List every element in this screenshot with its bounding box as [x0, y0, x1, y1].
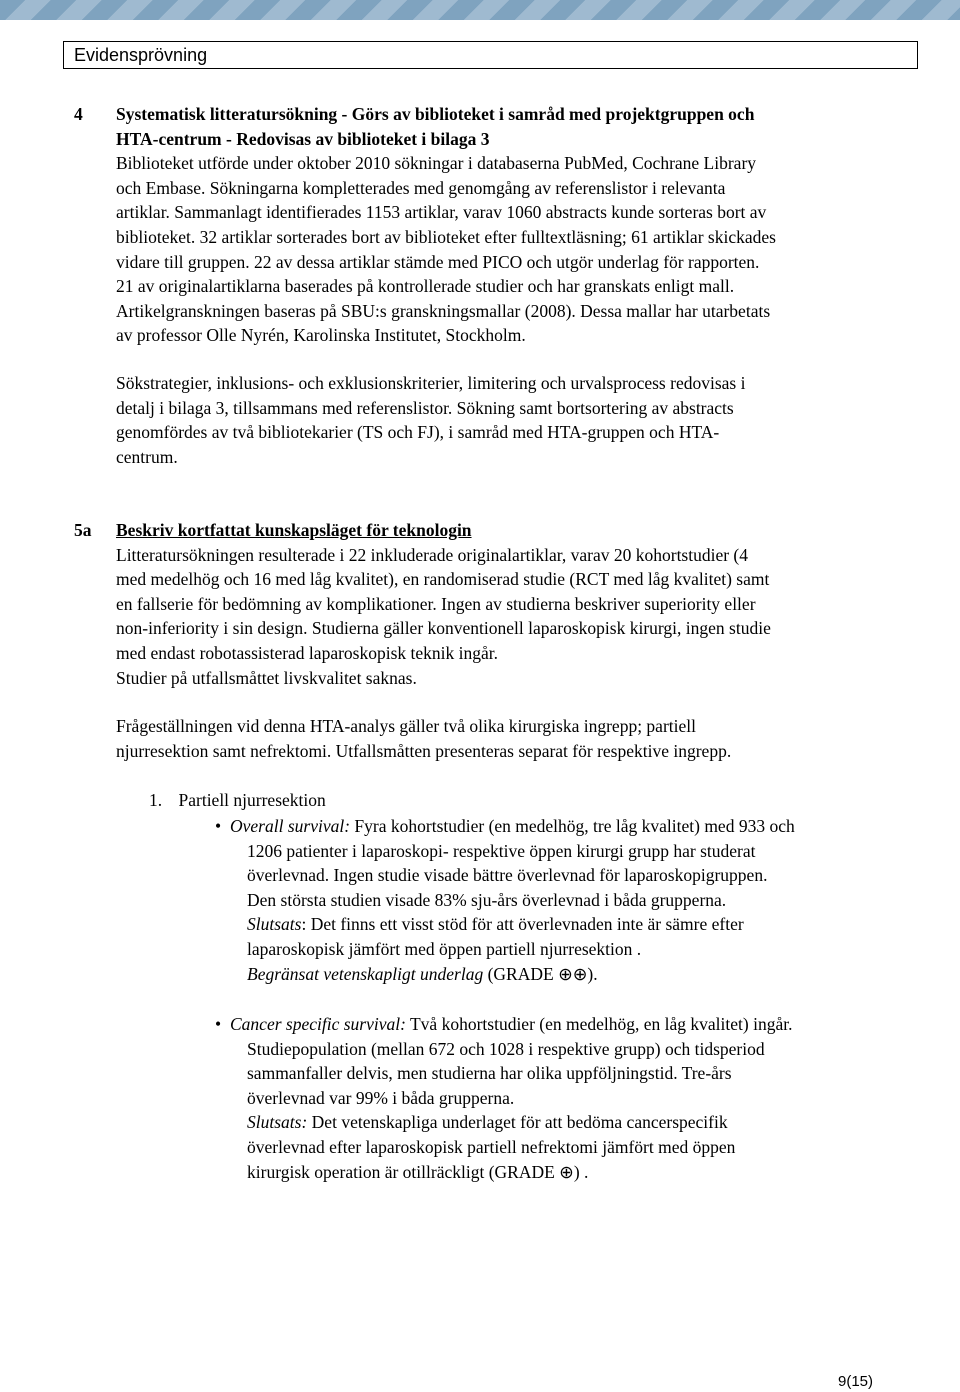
bullet-2-lead: Cancer specific survival:: [230, 1014, 406, 1034]
bullet-overall-survival: • Overall survival: Fyra kohortstudier (en medelhög, tre låg kvalitet) med 933 och 1206 patienter i laparoskopi- respektive öppen kirurgi grupp har studerat överlevnad. Ingen studie visade bättre överlevnad för laparoskopigruppen. Den största studien visade 83% sju-års överlevnad i båda grupperna. Slutsats: Det finns ett visst stöd för att överlevnaden inte är sämre efter laparoskopisk jämfört med öppen partiell njurresektion . Begränsat vetenskapligt underlag (GRADE ⊕⊕).: [215, 816, 795, 984]
section-5a-heading: Beskriv kortfattat kunskapsläget för teknologin: [116, 520, 472, 540]
top-banner: [0, 0, 960, 20]
bullet-dot-icon: •: [215, 816, 222, 836]
bullet-1-lead: Overall survival:: [230, 816, 351, 836]
list-item-1-label: Partiell njurresektion: [178, 790, 326, 810]
bullet-dot-icon: •: [215, 1014, 222, 1034]
section-4-paragraph-1: Biblioteket utförde under oktober 2010 sökningar i databaserna PubMed, Cochrane Library och Embase. Sökningarna kompletterades med genomgång av referenslistor i relevanta artiklar. Sammanlagt identifierades 1153 artiklar, varav 1060 abstracts kunde sorteras bort av biblioteket. 32 artiklar sorterades bort av biblioteket efter fulltextläsning; 61 artiklar skickades vidare till gruppen. 22 av dessa artiklar stämde med PICO och utgör underlag för rapporten. 21 av originalartiklarna baserades på kontrollerade studier och har granskats enligt mall. Artikelgranskningen baseras på SBU:s granskningsmallar (2008). Dessa mallar har utarbetats av professor Olle Nyrén, Karolinska Institutet, Stockholm.: [116, 153, 776, 346]
bullet-cancer-specific-survival: • Cancer specific survival: Två kohortstudier (en medelhög, en låg kvalitet) ingår. Studiepopulation (mellan 672 och 1028 i respektive grupp) och tidsperiod sammanfaller delvis, men studierna har olika uppföljningstid. Tre-års överlevnad var 99% i båda grupperna. Slutsats: Det vetenskapliga underlaget för att bedöma cancerspecifik överlevnad efter laparoskopisk partiell nefrektomi jämfört med öppen kirurgisk operation är otillräckligt (GRADE ⊕) .: [215, 1014, 793, 1182]
page-number: 9(15): [838, 1373, 874, 1390]
section-4-heading-line-1: Systematisk litteratursökning - Görs av biblioteket i samråd med projektgruppen och: [116, 104, 755, 124]
section-5a-number: 5a: [74, 520, 92, 540]
section-4-paragraph-2: Sökstrategier, inklusions- och exklusionskriterier, limitering och urvalsprocess redovisas i detalj i bilaga 3, tillsammans med referenslistor. Sökning samt bortsortering av abstracts genomfördes av två bibliotekarier (TS och FJ), i samråd med HTA-gruppen och HTA- centrum.: [116, 373, 746, 467]
section-4-heading-line-2: HTA-centrum - Redovisas av biblioteket i bilaga 3: [116, 128, 490, 149]
section-4-number: 4: [74, 104, 83, 124]
section-5a-paragraph-2: Frågeställningen vid denna HTA-analys gäller två olika kirurgiska ingrepp; partiell njurresektion samt nefrektomi. Utfallsmåtten presenteras separat för respektive ingrepp.: [116, 716, 732, 761]
section-4: [116, 102, 916, 348]
section-5a-paragraph-1: Litteratursökningen resulterade i 22 inkluderade originalartiklar, varav 20 kohortstudier (4 med medelhög och 16 med låg kvalitet), en randomiserad studie (RCT med låg kvalitet) samt en fallserie för bedömning av komplikationer. Ingen av studierna beskriver superiority eller non-inferiority i sin design. Studierna gäller konventionell laparoskopisk kirurgi, ingen studie med endast robotassisterad laparoskopisk teknik ingår. Studier på utfallsmåttet livskvalitet saknas.: [116, 544, 771, 688]
bullet-2-grade: kirurgisk operation är otillräckligt (GRADE ⊕) .: [247, 1161, 589, 1182]
list-item-1-number: 1.: [149, 790, 163, 810]
list-item-1: [149, 788, 326, 813]
section-5a: [116, 518, 916, 690]
header-title: Evidensprövning: [74, 45, 208, 65]
bullet-1-evidence-level: Begränsat vetenskapligt underlag: [247, 963, 484, 984]
bullet-1-grade: (GRADE ⊕⊕).: [483, 963, 598, 984]
section-header: [63, 41, 918, 69]
